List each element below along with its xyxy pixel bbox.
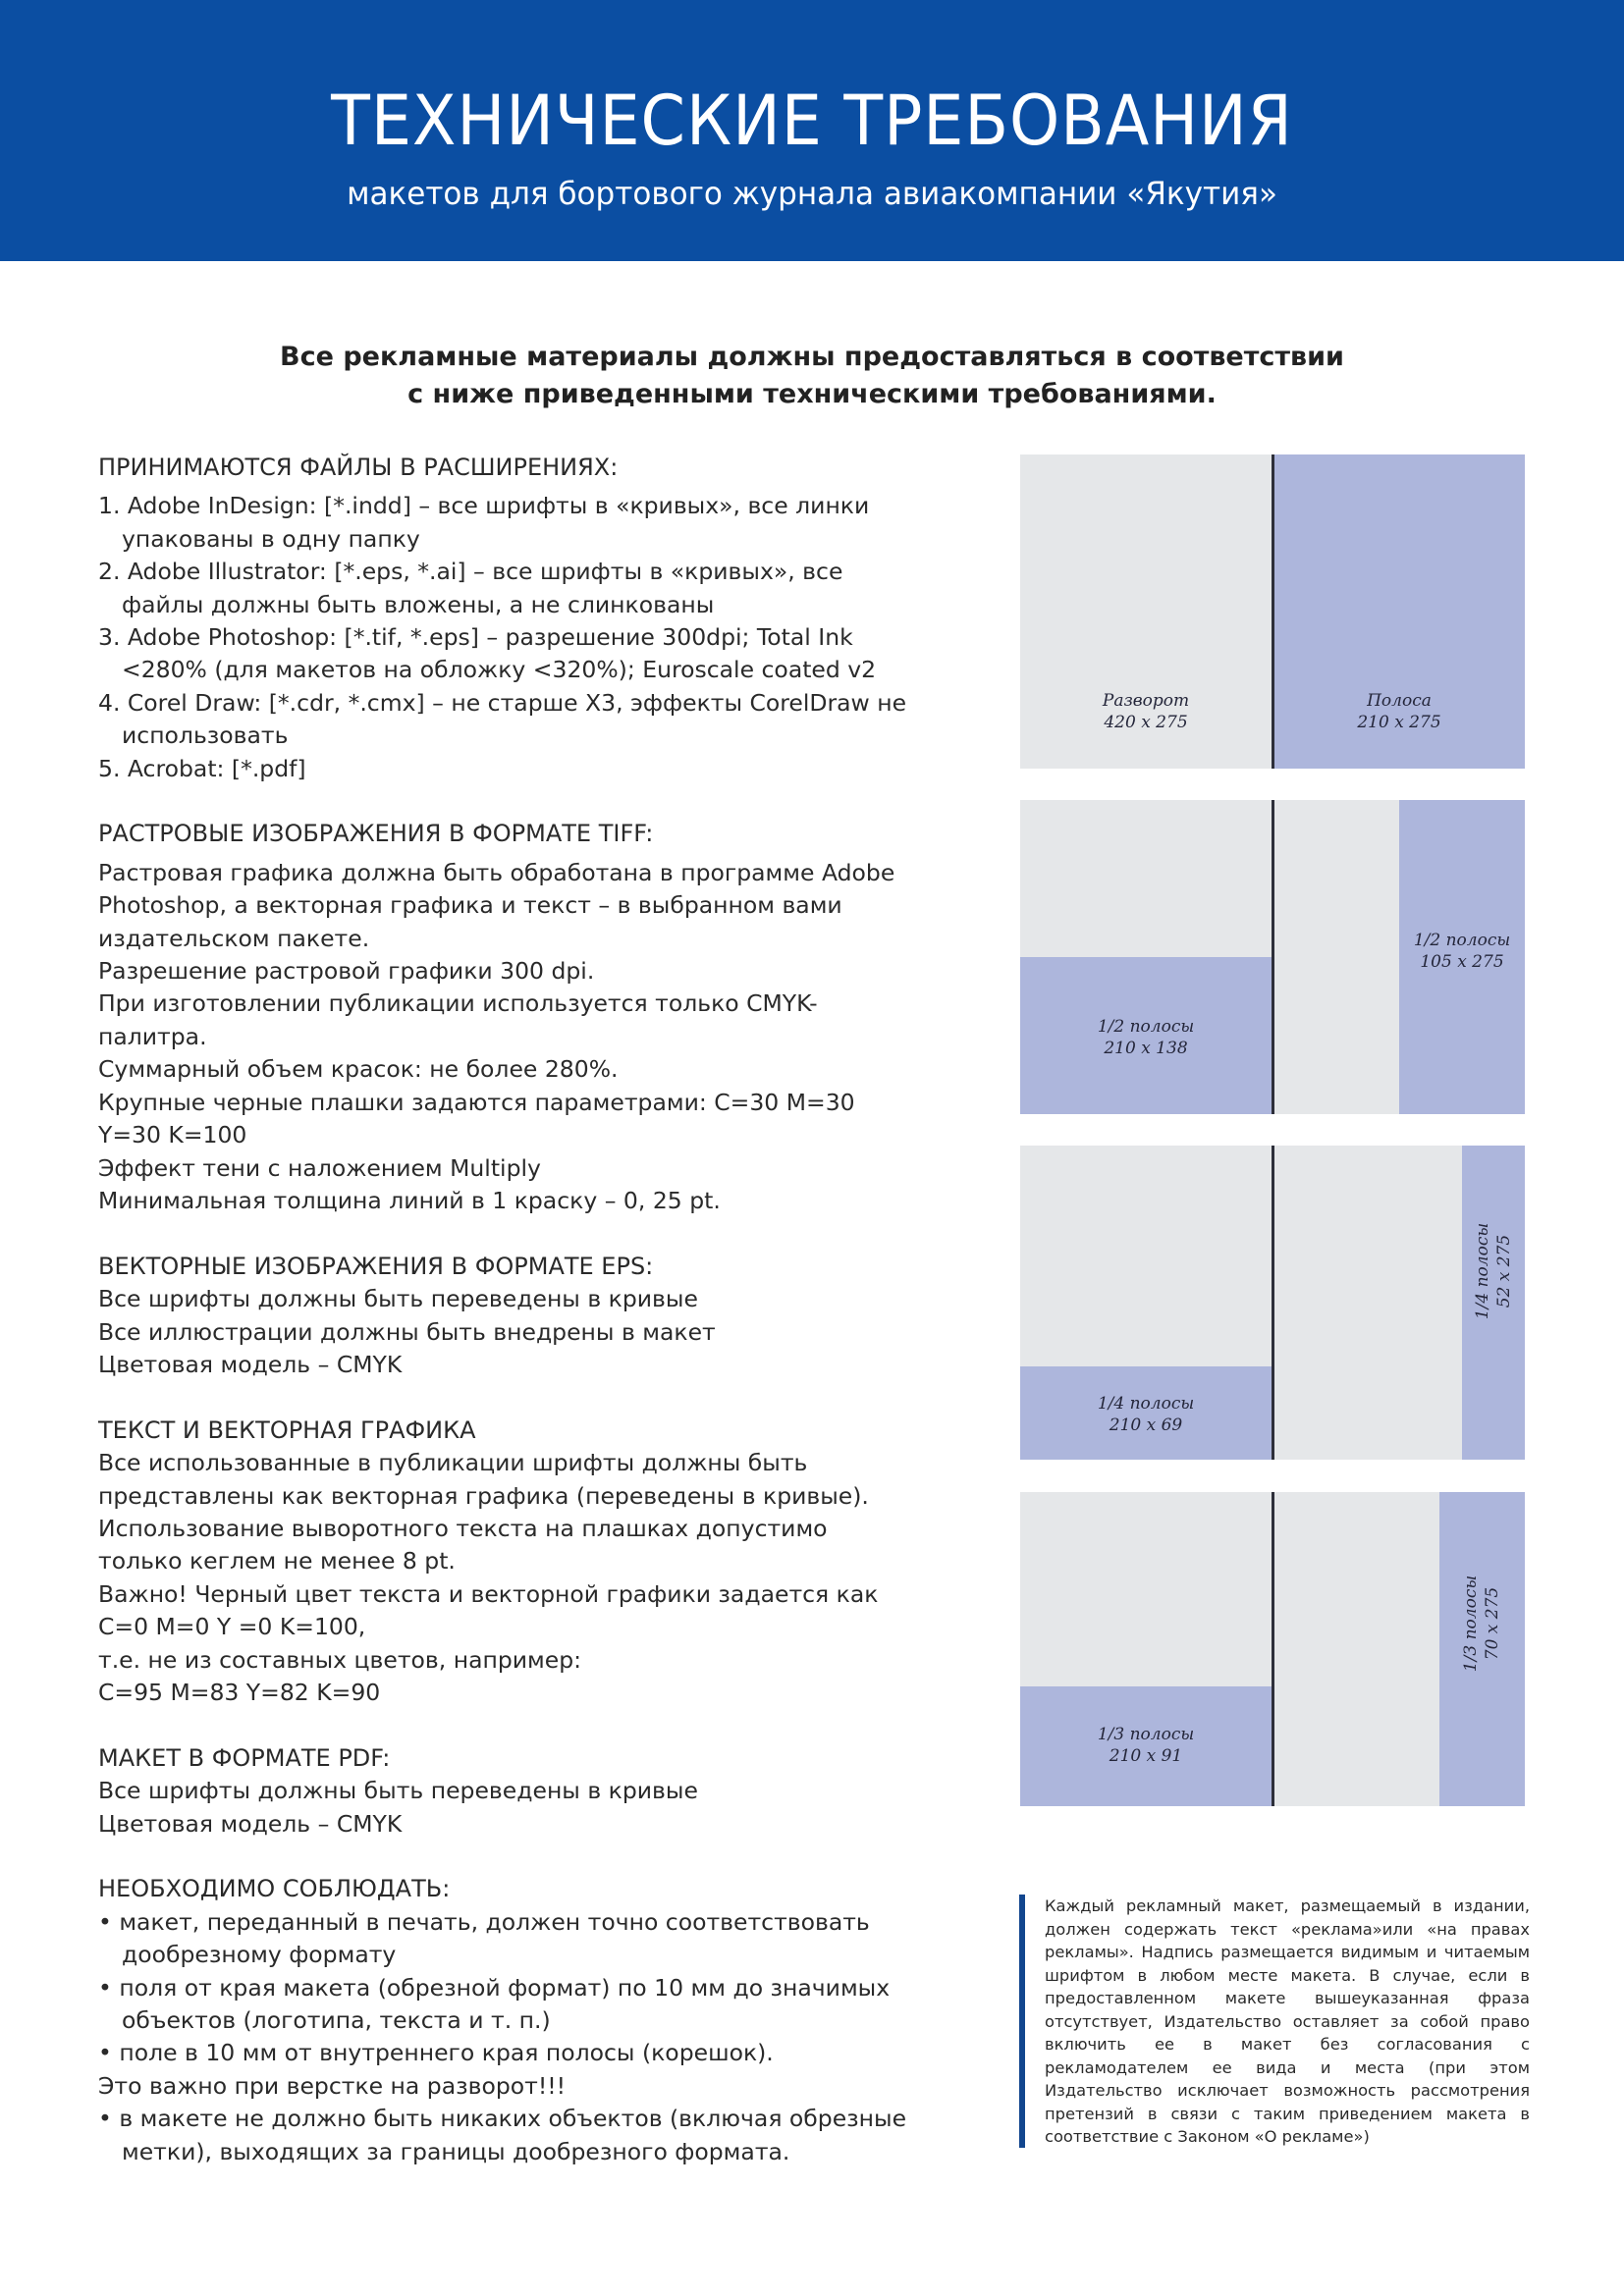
list-item: 4. Corel Draw: [*.cdr, *.cmx] – не старше X3, эффекты CorelDraw не: [98, 688, 907, 717]
spine-divider: [1272, 1492, 1274, 1806]
ad-size-diagram-full: [1020, 454, 1525, 769]
intro-line: с ниже приведенными техническими требованиями.: [407, 379, 1217, 409]
text-line: Важно! Черный цвет текста и векторной графики задается как: [98, 1579, 879, 1608]
section-pdf: [98, 1742, 982, 1841]
list-item: 3. Adobe Photoshop: [*.tif, *.eps] – разрешение 300dpi; Total Ink: [98, 623, 853, 652]
third-horizontal-label: [1020, 1724, 1272, 1767]
size-dims: 210 x 275: [1357, 713, 1441, 732]
section-title: ТЕКСТ И ВЕКТОРНАЯ ГРАФИКА: [98, 1415, 476, 1444]
section-file-formats: [98, 452, 982, 785]
section-title: НЕОБХОДИМО СОБЛЮДАТЬ:: [98, 1875, 451, 1903]
advertising-law-note: [1019, 1895, 1530, 2148]
text-line: Это важно при верстке на разворот!!!: [98, 2071, 567, 2100]
note-accent-bar: [1019, 1895, 1025, 2148]
section-title: ПРИНИМАЮТСЯ ФАЙЛЫ В РАСШИРЕНИЯХ:: [98, 454, 619, 481]
section-title: РАСТРОВЫЕ ИЗОБРАЖЕНИЯ В ФОРМАТЕ TIFF:: [98, 820, 654, 848]
spine-divider: [1272, 800, 1274, 1114]
list-item: 5. Acrobat: [*.pdf]: [98, 754, 306, 782]
text-line: издательском пакете.: [98, 924, 370, 952]
ad-size-diagram-third: [1020, 1492, 1525, 1806]
size-name: 1/4 полосы: [1473, 1222, 1492, 1320]
size-name: 1/4 полосы: [1097, 1394, 1195, 1414]
intro-statement: [196, 339, 1428, 413]
text-line: Все иллюстрации должны быть внедрены в макет: [98, 1317, 716, 1346]
text-line: Все шрифты должны быть переведены в кривые: [98, 1777, 698, 1805]
text-line: Минимальная толщина линий в 1 краску – 0, 25 pt.: [98, 1186, 721, 1214]
text-line: Y=30 K=100: [98, 1121, 247, 1149]
text-line: Цветовая модель – CMYK: [98, 1350, 403, 1378]
list-item-cont: использовать: [122, 721, 289, 750]
section-title: МАКЕТ В ФОРМАТЕ PDF:: [98, 1743, 391, 1772]
size-name: Полоса: [1367, 691, 1432, 711]
size-name: 1/3 полосы: [1097, 1725, 1195, 1744]
spread-label: [1020, 690, 1272, 733]
list-item-cont: <280% (для макетов на обложку <320%); Euroscale coated v2: [122, 656, 877, 684]
section-tiff: [98, 818, 982, 1217]
bullet-item-cont: объектов (логотипа, текста и т. п.): [122, 2006, 551, 2035]
section-title: ВЕКТОРНЫЕ ИЗОБРАЖЕНИЯ В ФОРМАТЕ EPS:: [98, 1252, 654, 1280]
text-line: т.е. не из составных цветов, например:: [98, 1645, 582, 1674]
text-line: Суммарный объем красок: не более 280%.: [98, 1055, 619, 1084]
size-dims: 420 x 275: [1104, 713, 1188, 732]
bullet-item-cont: метки), выходящих за границы дообрезного формата.: [122, 2137, 790, 2165]
half-horizontal-label: [1020, 1016, 1272, 1059]
size-dims: 210 x 138: [1104, 1039, 1188, 1058]
page-subtitle: макетов для бортового журнала авиакомпании «Якутия»: [347, 175, 1277, 212]
text-line: представлены как векторная графика (переведены в кривые).: [98, 1481, 869, 1510]
third-vertical-label: [1460, 1565, 1503, 1682]
text-line: Растровая графика должна быть обработана в программе Adobe: [98, 858, 895, 886]
bullet-item-cont: дообрезному формату: [122, 1941, 397, 1969]
bullet-item: • поле в 10 мм от внутреннего края полосы (корешок).: [98, 2039, 774, 2067]
requirements-column: [98, 452, 982, 2201]
quarter-horizontal-label: [1020, 1393, 1272, 1436]
text-line: При изготовлении публикации используется только CMYK-: [98, 989, 818, 1018]
text-line: Эффект тени с наложением Multiply: [98, 1153, 541, 1182]
bullet-item: • поля от края макета (обрезной формат) по 10 мм до значимых: [98, 1973, 891, 2002]
size-name: 1/2 полосы: [1097, 1017, 1195, 1037]
list-item-cont: файлы должны быть вложены, а не слинкованы: [122, 590, 715, 618]
size-dims: 70 x 275: [1483, 1586, 1502, 1661]
intro-line: Все рекламные материалы должны предоставляться в соответствии: [280, 342, 1344, 372]
quarter-vertical-label: [1472, 1212, 1515, 1330]
list-item-cont: упакованы в одну папку: [122, 524, 420, 553]
text-line: C=95 M=83 Y=82 K=90: [98, 1678, 381, 1706]
text-line: только кеглем не менее 8 pt.: [98, 1547, 456, 1575]
text-line: Крупные черные плашки задаются параметрами: C=30 M=30: [98, 1088, 855, 1116]
ad-size-diagram-half: [1020, 800, 1525, 1114]
section-text-vector: [98, 1415, 982, 1710]
size-name: 1/3 полосы: [1461, 1575, 1481, 1673]
ad-size-diagram-quarter: [1020, 1146, 1525, 1460]
section-eps: [98, 1251, 982, 1382]
page-label: [1273, 690, 1525, 733]
size-dims: 52 x 275: [1494, 1234, 1514, 1308]
size-dims: 210 x 69: [1109, 1415, 1183, 1435]
header-banner: [0, 0, 1624, 261]
size-dims: 210 x 91: [1109, 1746, 1183, 1766]
list-item: 2. Adobe Illustrator: [*.eps, *.ai] – все шрифты в «кривых», все: [98, 558, 843, 586]
section-rules: [98, 1873, 982, 2168]
list-item: 1. Adobe InDesign: [*.indd] – все шрифты в «кривых», все линки: [98, 492, 870, 520]
text-line: Все шрифты должны быть переведены в кривые: [98, 1285, 698, 1313]
page-title: ТЕХНИЧЕСКИЕ ТРЕБОВАНИЯ: [331, 80, 1293, 161]
text-line: Цветовая модель – CMYK: [98, 1809, 403, 1838]
size-name: Разворот: [1102, 691, 1190, 711]
note-text: Каждый рекламный макет, размещаемый в издании, должен содержать текст «реклама»или «на правах рекламы». Надпись размещается видимым и читаемым шрифтом в любом месте макета. В случае, если в предоставленном макете вышеуказанная фраза отсутствует, Издательство оставляет за собой право включить ее в макет без согласования с рекламодателем ее вида и места (при этом Издательство исключает возможность рассмотрения претензий в связи с таким приведением макета в соответствие с Законом «О рекламе»): [1045, 1896, 1530, 2146]
text-line: палитра.: [98, 1022, 207, 1050]
text-line: C=0 M=0 Y =0 K=100,: [98, 1613, 366, 1641]
text-line: Разрешение растровой графики 300 dpi.: [98, 957, 595, 986]
spine-divider: [1272, 1146, 1274, 1460]
text-line: Все использованные в публикации шрифты должны быть: [98, 1449, 808, 1477]
text-line: Photoshop, а векторная графика и текст – в выбранном вами: [98, 891, 842, 920]
size-name: 1/2 полосы: [1413, 931, 1511, 950]
bullet-item: • в макете не должно быть никаких объектов (включая обрезные: [98, 2105, 907, 2133]
half-vertical-label: [1399, 930, 1525, 973]
size-dims: 105 x 275: [1420, 952, 1504, 972]
bullet-item: • макет, переданный в печать, должен точно соответствовать: [98, 1907, 870, 1936]
text-line: Использование выворотного текста на плашках допустимо: [98, 1514, 828, 1542]
